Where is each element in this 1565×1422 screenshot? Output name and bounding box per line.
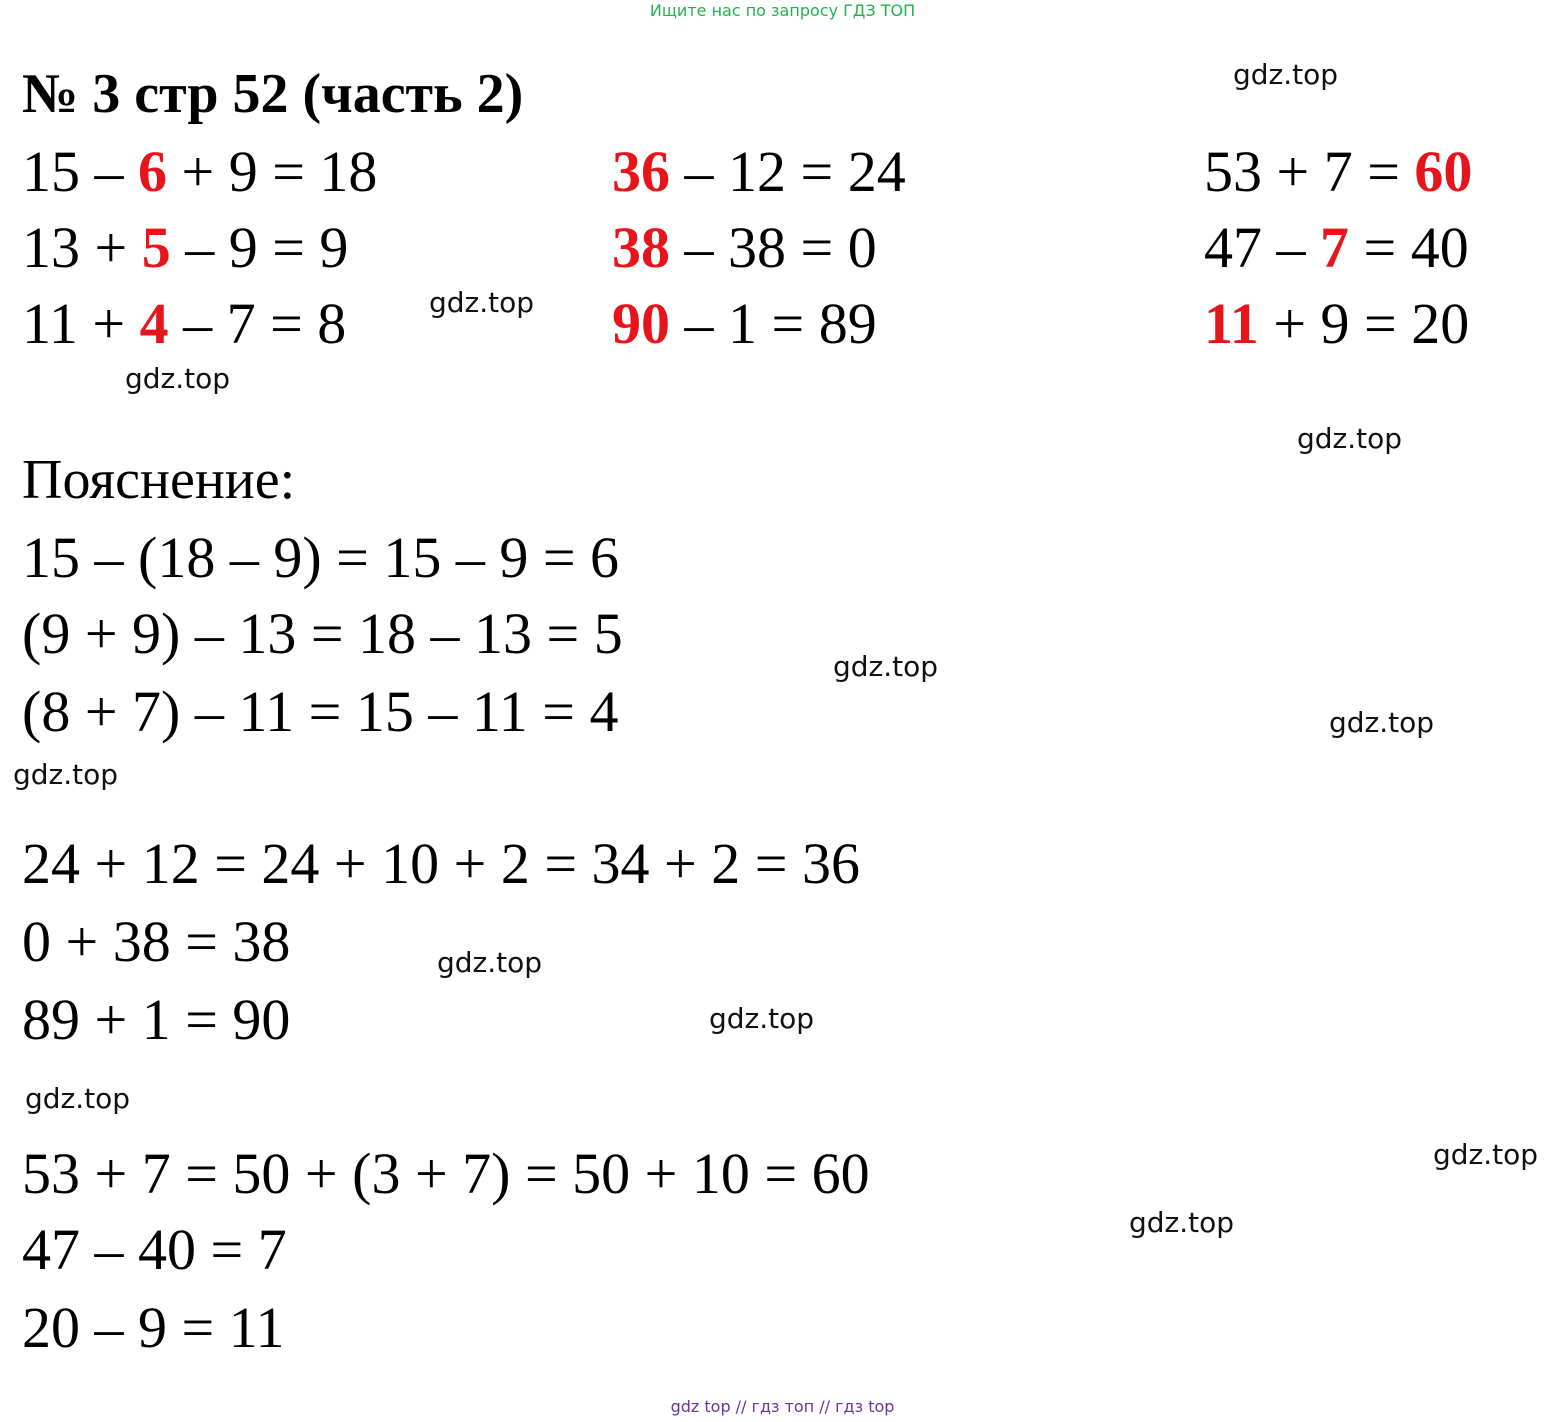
equation-part: – 9 = 9 — [170, 215, 349, 280]
explanation-line: 47 – 40 = 7 — [22, 1217, 287, 1282]
answer-value: 6 — [138, 139, 167, 204]
watermark-text: gdz.top — [1297, 422, 1403, 455]
equation-row — [22, 140, 377, 204]
watermark-text: gdz.top — [437, 946, 543, 979]
answer-value: 38 — [612, 215, 670, 280]
explanation-line: 53 + 7 = 50 + (3 + 7) = 50 + 10 = 60 — [22, 1141, 870, 1206]
equation-part: – 7 = 8 — [168, 291, 347, 356]
equation-part: 15 – — [22, 139, 138, 204]
equation-part: 11 + — [22, 291, 140, 356]
equation-part: – 1 = 89 — [670, 291, 877, 356]
equation-row — [612, 292, 877, 356]
equation-part: – 12 = 24 — [670, 139, 906, 204]
explanation-line: 24 + 12 = 24 + 10 + 2 = 34 + 2 = 36 — [22, 831, 860, 896]
answer-value: 60 — [1414, 139, 1473, 204]
watermark-text: gdz.top — [125, 362, 231, 395]
answer-value: 7 — [1320, 215, 1349, 280]
equation-part: – 38 = 0 — [670, 215, 877, 280]
watermark-text: gdz.top — [1329, 706, 1435, 739]
watermark-text: gdz.top — [429, 286, 535, 319]
equation-part: 13 + — [22, 215, 142, 280]
answer-value: 36 — [612, 139, 670, 204]
answer-value: 4 — [139, 291, 169, 356]
equation-row — [612, 216, 877, 280]
watermark-text: gdz.top — [13, 758, 119, 791]
watermark-text: gdz.top — [833, 650, 939, 683]
explanation-line: 0 + 38 = 38 — [22, 909, 291, 974]
equation-part: 53 + 7 = — [1204, 139, 1415, 204]
watermark-text: gdz.top — [1433, 1138, 1539, 1171]
watermark-text: gdz.top — [1233, 58, 1339, 91]
equation-row — [612, 140, 906, 204]
equation-row — [22, 216, 348, 280]
explanation-line: 20 – 9 = 11 — [22, 1295, 285, 1360]
answer-value: 11 — [1204, 291, 1259, 356]
equation-part: = 40 — [1349, 215, 1469, 280]
top-banner: Ищите нас по запросу ГДЗ ТОП — [649, 1, 916, 20]
watermark-text: gdz.top — [709, 1002, 815, 1035]
answer-value: 90 — [612, 291, 670, 356]
watermark-text: gdz.top — [1129, 1206, 1235, 1239]
equation-row — [1204, 292, 1469, 356]
equation-part: + 9 = 18 — [167, 139, 378, 204]
answer-value: 5 — [141, 215, 171, 280]
footer-links: gdz top // гдз топ // гдз top — [670, 1397, 895, 1416]
equation-row — [1204, 216, 1469, 280]
page-title: № 3 стр 52 (часть 2) — [22, 63, 524, 125]
equation-row — [22, 292, 346, 356]
equation-part: + 9 = 20 — [1258, 291, 1470, 356]
watermark-text: gdz.top — [25, 1082, 131, 1115]
explanation-line: (9 + 9) – 13 = 18 – 13 = 5 — [22, 601, 623, 666]
explanation-line: 89 + 1 = 90 — [22, 987, 291, 1052]
explanation-line: 15 – (18 – 9) = 15 – 9 = 6 — [22, 525, 620, 590]
explanation-heading: Пояснение: — [22, 449, 296, 511]
equation-part: 47 – — [1204, 215, 1320, 280]
explanation-line: (8 + 7) – 11 = 15 – 11 = 4 — [22, 679, 619, 744]
equation-row — [1204, 140, 1472, 204]
